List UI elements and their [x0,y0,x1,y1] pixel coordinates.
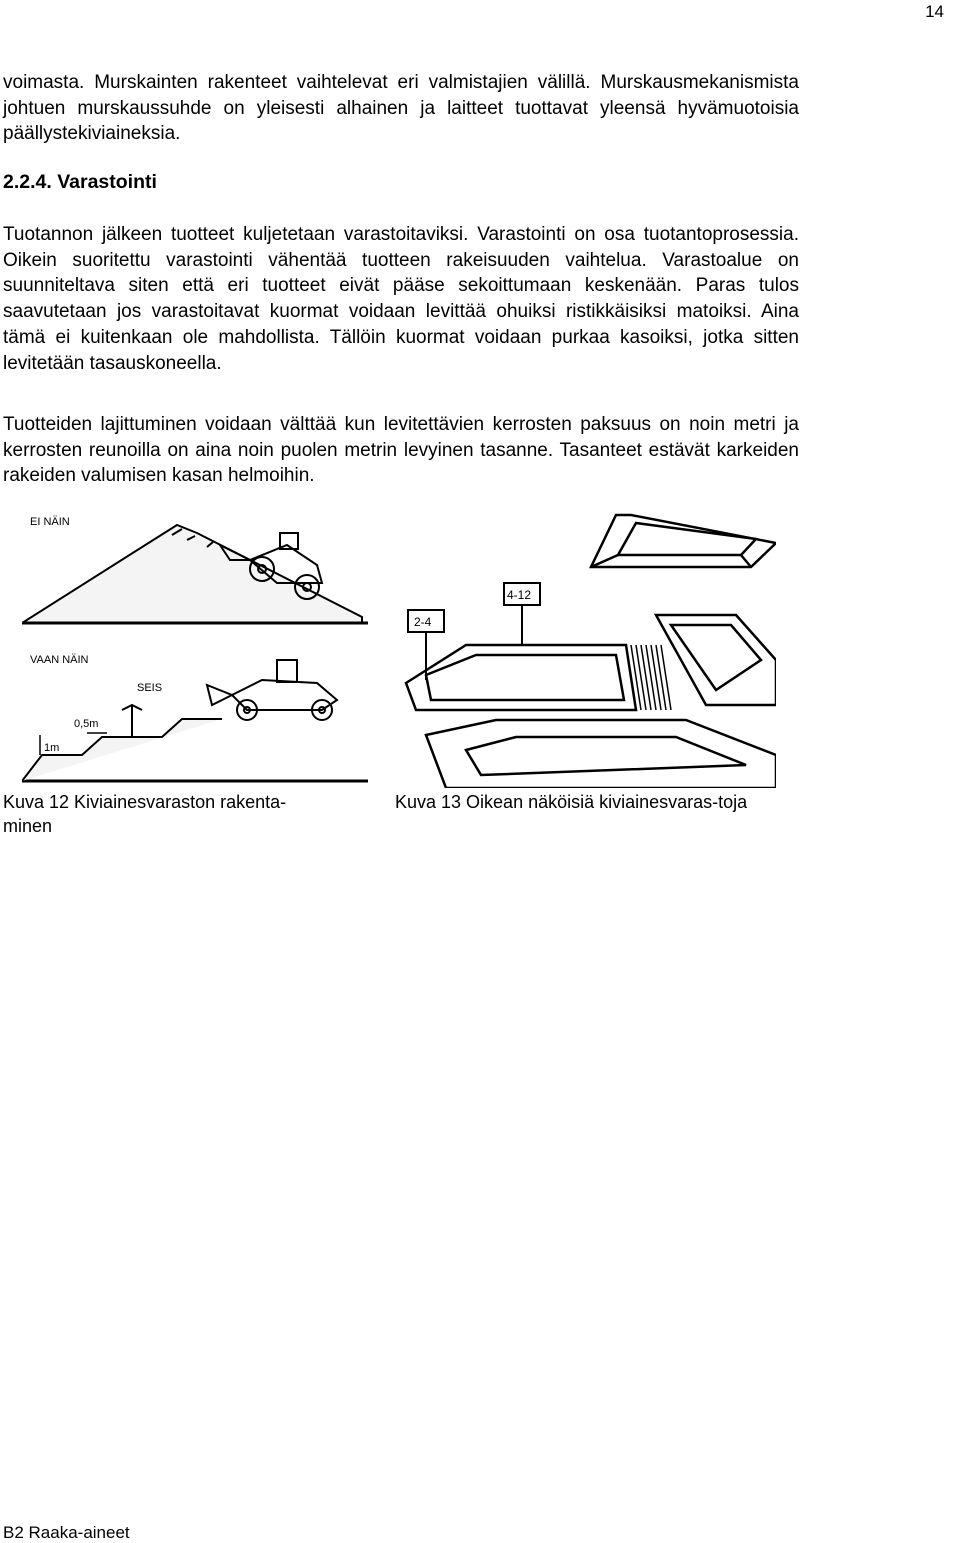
sign-b-label: 4-12 [507,588,532,602]
sign-a-label: 2-4 [414,615,432,629]
figure-stockpile-construction [22,505,368,788]
caption-figure-12: Kuva 12 Kiviainesvaraston rakenta-minen [3,792,287,836]
page-footer: B2 Raaka-aineet [3,1523,130,1542]
paragraph-storage: Tuotannon jälkeen tuotteet kuljetetaan varastoitaviksi. Varastointi on osa tuotantoprosessia. Oikein suoritettu varastointi vähentää tuotteen rakeisuuden vaihtelua. Varastoalue on suunniteltava siten että eri tuotteet eivät pääse sekoittumaan keskenään. Paras tulos saavutetaan jos varastoitavat kuormat voidaan levittää ohuiksi ristikkäisiksi matoiksi. Aina tämä ei kuitenkaan ole mahdollista. Tällöin kuormat voidaan purkaa kasoiksi, jotka sitten levitetään tasauskoneella. [3,224,799,374]
label-wrong: EI NÄIN [30,516,70,528]
label-right: VAAN NÄIN [30,654,89,666]
label-stop: SEIS [137,682,163,694]
label-height: 1m [44,742,60,754]
paragraph-segregation: Tuotteiden lajittuminen voidaan välttää kun levitettävien kerrosten paksuus on noin metri ja kerrosten reunoilla on aina noin puolen metrin levyinen tasanne. Tasanteet estävät karkeiden rakeiden valumisen kasan helmoihin. [3,414,799,487]
section-heading: 2.2.4. Varastointi [3,171,157,193]
label-width: 0,5m [74,718,99,730]
page-number: 14 [925,2,944,21]
figure-stockpiles [386,505,776,788]
caption-figure-13: Kuva 13 Oikean näköisiä kiviainesvaras-toja [395,792,748,812]
paragraph-intro: voimasta. Murskainten rakenteet vaihtelevat eri valmistajien välillä. Murskausmekanismista johtuen murskaussuhde on yleisesti alhainen ja laitteet tuottavat yleensä hyvämuotoisia päällystekiviaineksia. [3,72,799,145]
